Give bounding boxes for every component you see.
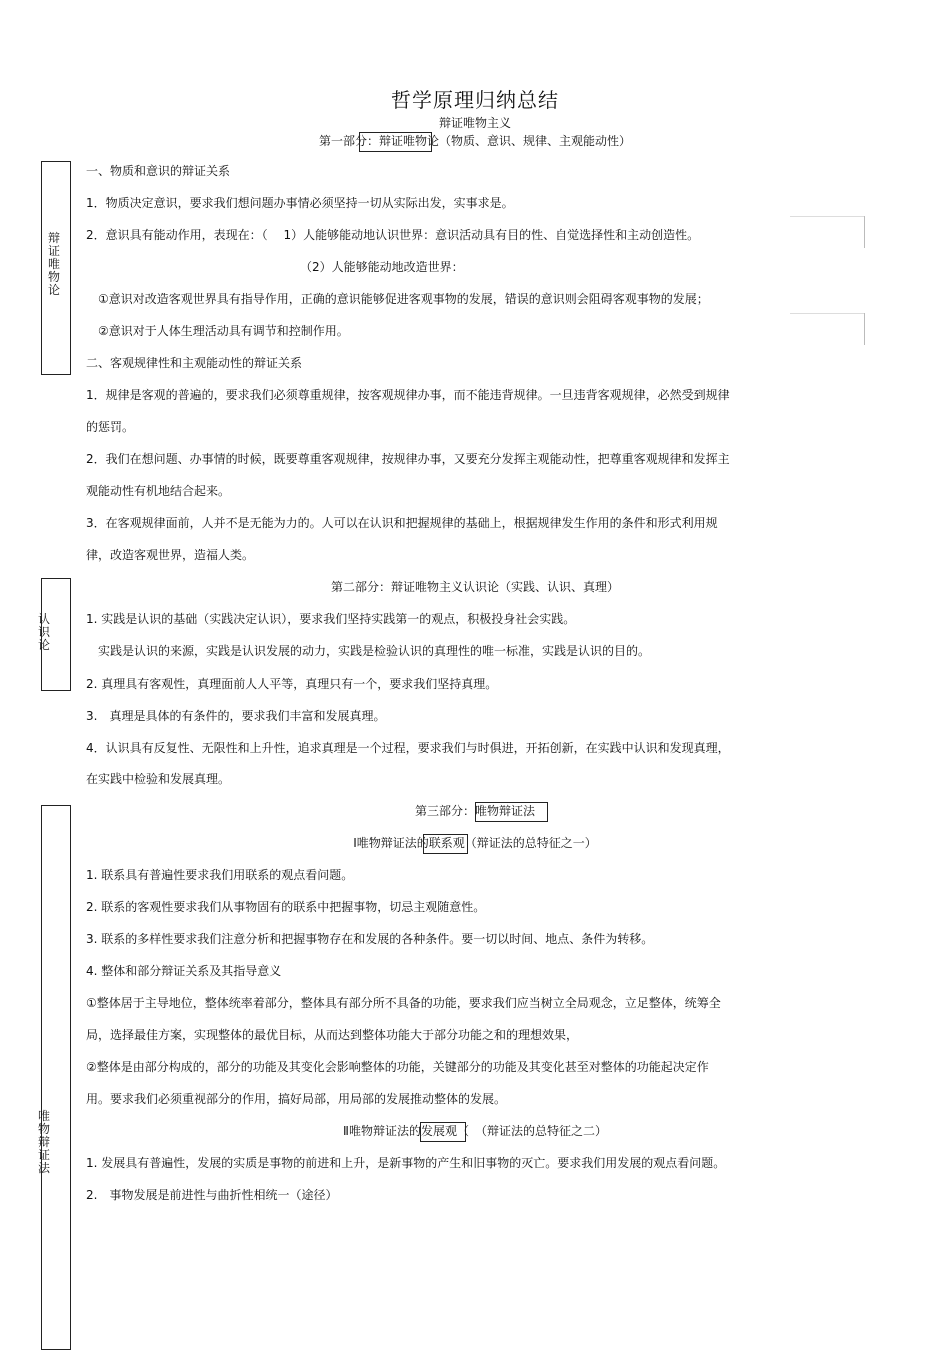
part3-heading: 第三部分：唯物辩证法 [414,804,535,818]
part1-heading: 第一部分：辩证唯物论（物质、意识、规律、主观能动性） [318,134,631,148]
part1-paragraph: 观能动性有机地结合起来。 [86,484,231,498]
part1-side-label: 辩证唯物论 [47,231,60,297]
part2-paragraph: 3. 真理是具体的有条件的，要求我们丰富和发展真理。 [86,709,386,723]
document-title: 哲学原理归纳总结 [391,88,559,112]
part1-paragraph: （2）人能够能动地改造世界： [300,260,464,274]
part3-subheading: Ⅱ唯物辩证法的发展观（ （辩证法的总特征之二） [343,1124,607,1138]
margin-mark [790,216,864,217]
part3-subheading: Ⅰ唯物辩证法的联系观（辩证法的总特征之一） [353,836,597,850]
part3-paragraph: 1. 联系具有普遍性要求我们用联系的观点看问题。 [86,868,354,882]
part3-paragraph: 局，选择最佳方案，实现整体的最优目标，从而达到整体功能大于部分功能之和的理想效果， [86,1028,579,1042]
margin-mark [864,313,865,345]
part1-section1-title: 一、物质和意识的辩证关系 [86,164,231,178]
heading-box-mark [475,802,548,822]
part3-paragraph: 2. 联系的客观性要求我们从事物固有的联系中把握事物，切忌主观随意性。 [86,900,486,914]
heading-box-mark [359,132,432,152]
part1-section2-title: 二、客观规律性和主观能动性的辩证关系 [86,356,303,370]
part3-paragraph: 用。要求我们必须重视部分的作用，搞好局部，用局部的发展推动整体的发展。 [86,1092,507,1106]
heading-box-mark [423,834,468,854]
part2-side-label: 认识论 [37,612,50,652]
part2-paragraph: 4．认识具有反复性、无限性和上升性，追求真理是一个过程，要求我们与时俱进，开拓创新，在实践中认识和发现真理， [86,741,730,755]
part3-side-label: 唯物辩证法 [37,1109,50,1175]
part3-paragraph: 4. 整体和部分辩证关系及其指导意义 [86,964,282,978]
part2-paragraph: 1. 实践是认识的基础（实践决定认识），要求我们坚持实践第一的观点，积极投身社会实践。 [86,612,576,626]
part1-paragraph: 2．意识具有能动作用，表现在：（ 1）人能够能动地认识世界：意识活动具有目的性、自觉选择性和主动创造性。 [86,228,700,242]
document-subtitle: 辩证唯物主义 [438,116,511,130]
part2-heading: 第二部分：辩证唯物主义认识论（实践、认识、真理） [330,580,619,594]
part1-paragraph: 律，改造客观世界，造福人类。 [86,548,255,562]
part3-paragraph: 3. 联系的多样性要求我们注意分析和把握事物存在和发展的各种条件。要一切以时间、地点、条件为转移。 [86,932,654,946]
part1-paragraph: ①意识对改造客观世界具有指导作用，正确的意识能够促进客观事物的发展，错误的意识则会阻碍客观事物的发展； [98,292,709,306]
part1-paragraph: ②意识对于人体生理活动具有调节和控制作用。 [98,324,349,338]
margin-mark [864,216,865,248]
part1-paragraph: 1．物质决定意识，要求我们想问题办事情必须坚持一切从实际出发，实事求是。 [86,196,514,210]
part3-paragraph: ①整体居于主导地位，整体统率着部分，整体具有部分所不具备的功能，要求我们应当树立全局观念，立足整体，统筹全 [86,996,721,1010]
margin-mark [790,313,864,314]
part1-paragraph: 的惩罚。 [86,420,135,434]
part2-paragraph: 2. 真理具有客观性，真理面前人人平等，真理只有一个，要求我们坚持真理。 [86,677,498,691]
part1-paragraph: 2．我们在想问题、办事情的时候，既要尊重客观规律，按规律办事，又要充分发挥主观能动性，把尊重客观规律和发挥主 [86,452,730,466]
part2-paragraph: 实践是认识的来源，实践是认识发展的动力，实践是检验认识的真理性的唯一标准，实践是认识的目的。 [98,644,651,658]
part1-paragraph: 1．规律是客观的普遍的，要求我们必须尊重规律，按客观规律办事，而不能违背规律。一旦违背客观规律，必然受到规律 [86,388,730,402]
part1-paragraph: 3．在客观规律面前，人并不是无能为力的。人可以在认识和把握规律的基础上，根据规律发生作用的条件和形式利用规 [86,516,718,530]
part3-paragraph: 1. 发展具有普遍性，发展的实质是事物的前进和上升，是新事物的产生和旧事物的灭亡。要求我们用发展的观点看问题。 [86,1156,726,1170]
heading-box-mark [420,1122,466,1142]
part2-paragraph: 在实践中检验和发展真理。 [86,772,231,786]
part3-side-box [41,805,71,1350]
part3-paragraph: 2. 事物发展是前进性与曲折性相统一（途径） [86,1188,338,1202]
part3-paragraph: ②整体是由部分构成的，部分的功能及其变化会影响整体的功能，关键部分的功能及其变化甚至对整体的功能起决定作 [86,1060,709,1074]
